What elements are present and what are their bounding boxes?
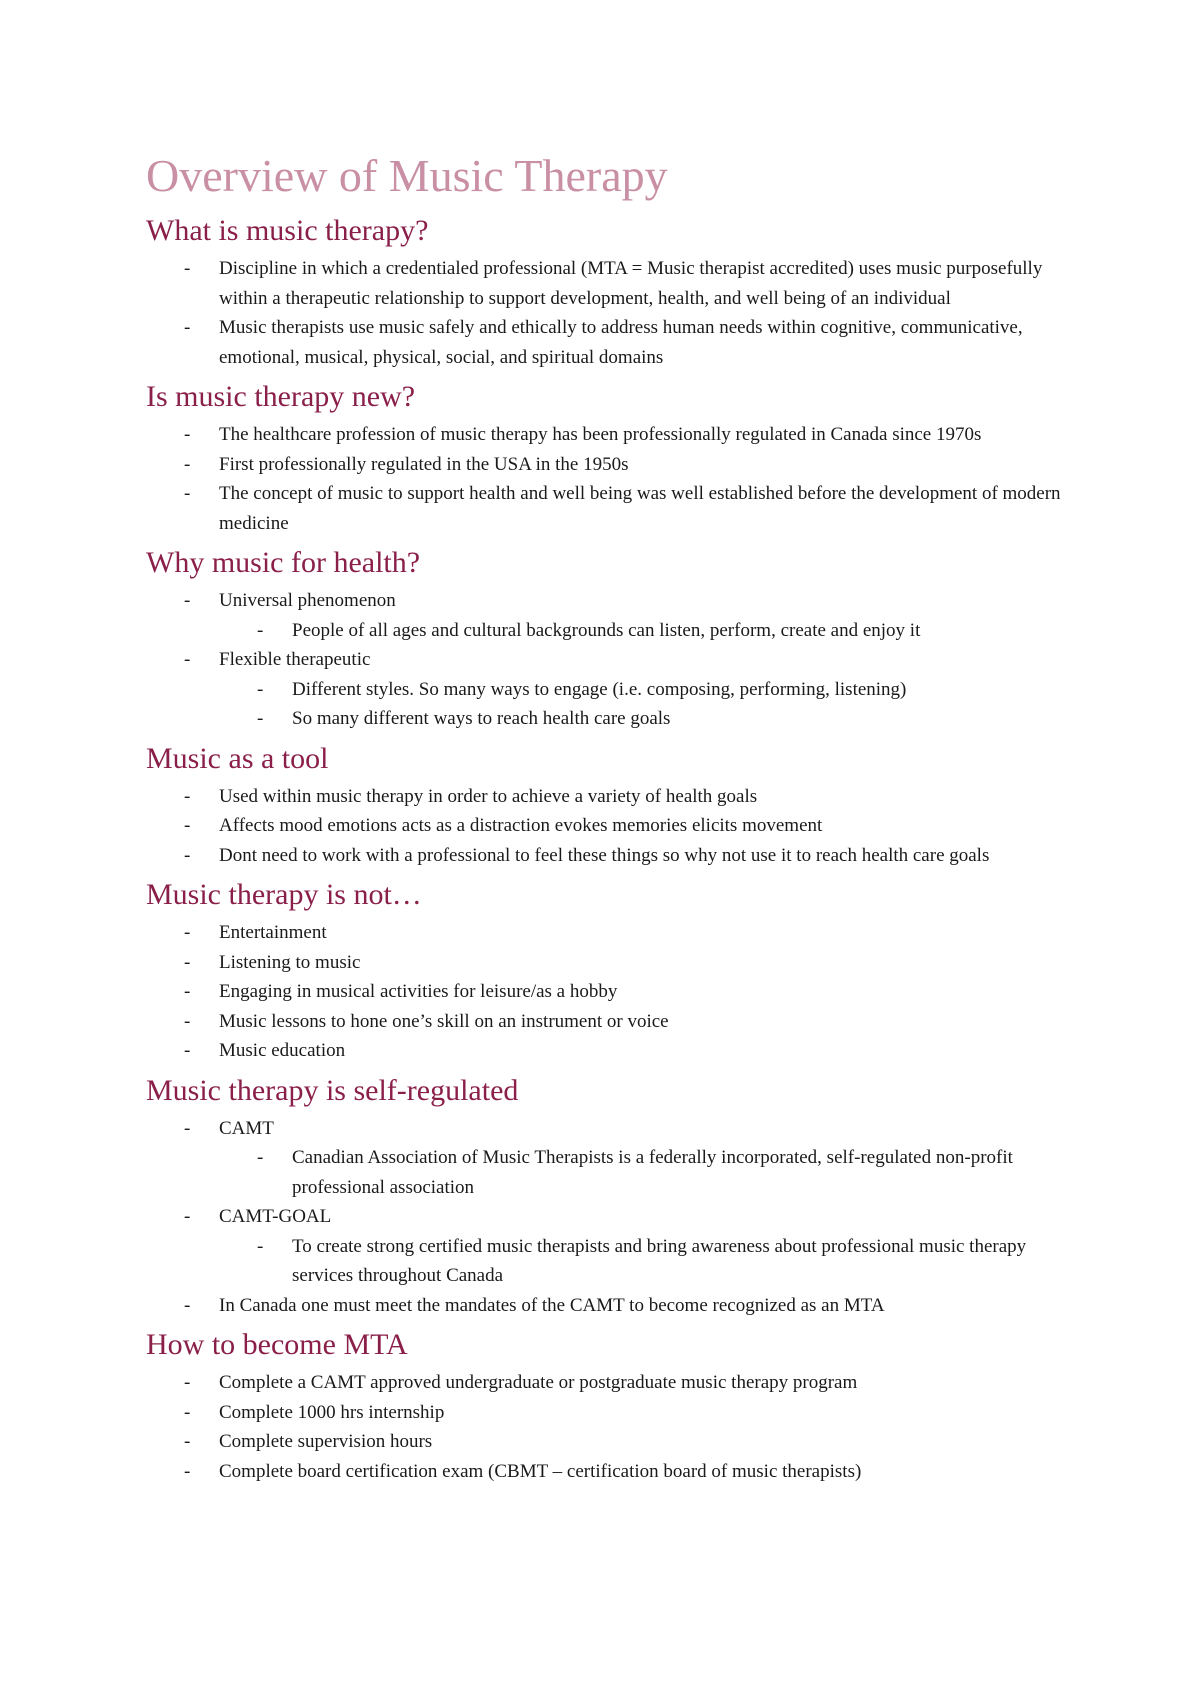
dash-bullet-icon: -: [184, 981, 191, 1002]
list-item: [146, 1007, 1086, 1037]
section-heading: What is music therapy?: [146, 214, 429, 247]
dash-bullet-icon: -: [184, 1460, 191, 1482]
bullet-list: [146, 254, 1086, 372]
list-item: [146, 1114, 1086, 1144]
dash-bullet-icon: -: [184, 844, 191, 866]
list-item: [146, 1398, 1086, 1428]
dash-bullet-icon: -: [184, 1294, 191, 1316]
section: [146, 876, 1086, 1066]
dash-bullet-icon: -: [257, 1147, 264, 1168]
list-item-text: Music education: [219, 1040, 346, 1061]
list-item: [146, 1368, 1086, 1398]
section-heading: Music therapy is self-regulated: [146, 1073, 519, 1107]
list-item-text: CAMT: [219, 1117, 274, 1139]
section: [146, 1326, 1086, 1486]
document-title: Overview of Music Therapy: [146, 150, 668, 201]
dash-bullet-icon: -: [184, 453, 191, 475]
list-item: [146, 1457, 1086, 1487]
bullet-list: [146, 420, 1086, 538]
dash-bullet-icon: -: [184, 1206, 191, 1227]
list-item-text: Listening to music: [219, 951, 361, 973]
section-heading: Music therapy is not…: [146, 878, 422, 911]
list-item-text: First professionally regulated in the USA in the 1950s: [219, 453, 629, 475]
list-item-text: Different styles. So many ways to engage (i.e. composing, performing, listening): [292, 678, 907, 700]
list-item: [146, 586, 1086, 616]
dash-bullet-icon: -: [184, 1401, 191, 1423]
dash-bullet-icon: -: [184, 1117, 191, 1139]
list-item-text: Entertainment: [219, 922, 327, 943]
dash-bullet-icon: -: [257, 619, 264, 641]
list-item-text: Flexible therapeutic: [219, 649, 371, 670]
list-item-text: To create strong certified music therapists and bring awareness about professional music therapy services throughout Canada: [292, 1235, 1027, 1286]
list-item: [146, 782, 1086, 812]
sub-list-item: [146, 616, 1086, 646]
dash-bullet-icon: -: [257, 708, 264, 729]
dash-bullet-icon: -: [184, 1040, 191, 1061]
bullet-list: [146, 782, 1086, 871]
dash-bullet-icon: -: [184, 951, 191, 973]
section: [146, 544, 1086, 734]
list-item: [146, 1291, 1086, 1321]
dash-bullet-icon: -: [184, 785, 191, 807]
section: [146, 212, 1086, 372]
section-heading: Music as a tool: [146, 741, 329, 775]
list-item: [146, 450, 1086, 480]
list-item-text: Dont need to work with a professional to feel these things so why not use it to reach health care goals: [219, 844, 990, 866]
bullet-list: [146, 1114, 1086, 1321]
list-item: [146, 977, 1086, 1007]
list-item: [146, 811, 1086, 841]
list-item-text: Universal phenomenon: [219, 590, 396, 611]
list-item: [146, 420, 1086, 450]
list-item: [146, 645, 1086, 675]
dash-bullet-icon: -: [184, 258, 191, 279]
list-item-text: The concept of music to support health and well being was well established before the development of modern medicine: [219, 483, 1061, 534]
list-item: [146, 254, 1086, 313]
section: [146, 740, 1086, 871]
list-item: [146, 841, 1086, 871]
dash-bullet-icon: -: [184, 1431, 191, 1452]
list-item-text: Discipline in which a credentialed professional (MTA = Music therapist accredited) uses music purposefully within a therapeutic relationship to support development, health, and well being of an individual: [219, 258, 1043, 309]
section: [146, 378, 1086, 538]
bullet-list: [146, 918, 1086, 1066]
section-heading: Why music for health?: [146, 546, 421, 579]
bullet-list: [146, 586, 1086, 734]
list-item: [146, 948, 1086, 978]
list-item-text: Complete 1000 hrs internship: [219, 1401, 445, 1423]
list-item-text: Complete board certification exam (CBMT – certification board of music therapists): [219, 1460, 862, 1482]
list-item: [146, 313, 1086, 372]
dash-bullet-icon: -: [184, 649, 191, 670]
dash-bullet-icon: -: [257, 1235, 264, 1257]
list-item-text: Used within music therapy in order to achieve a variety of health goals: [219, 785, 758, 807]
dash-bullet-icon: -: [184, 590, 191, 611]
list-item-text: Engaging in musical activities for leisure/as a hobby: [219, 981, 618, 1002]
list-item-text: Canadian Association of Music Therapists is a federally incorporated, self-regulated non-profit professional association: [292, 1147, 1013, 1198]
sub-list-item: [146, 704, 1086, 734]
list-item: [146, 1036, 1086, 1066]
list-item: [146, 918, 1086, 948]
list-item-text: Affects mood emotions acts as a distraction evokes memories elicits movement: [219, 815, 823, 836]
list-item-text: Music therapists use music safely and ethically to address human needs within cognitive, communicative, emotional, musical, physical, social, and spiritual domains: [219, 317, 1023, 368]
sub-list-item: [146, 1143, 1086, 1202]
list-item-text: Complete a CAMT approved undergraduate or postgraduate music therapy program: [219, 1372, 858, 1393]
document-page: [146, 148, 1086, 1492]
section-heading: Is music therapy new?: [146, 380, 416, 413]
dash-bullet-icon: -: [184, 483, 191, 504]
dash-bullet-icon: -: [184, 424, 191, 445]
list-item-text: So many different ways to reach health care goals: [292, 708, 671, 729]
dash-bullet-icon: -: [184, 1010, 191, 1032]
dash-bullet-icon: -: [257, 678, 264, 700]
sub-list-item: [146, 675, 1086, 705]
list-item-text: The healthcare profession of music therapy has been professionally regulated in Canada since 1970s: [219, 424, 982, 445]
list-item-text: CAMT-GOAL: [219, 1206, 332, 1227]
list-item: [146, 479, 1086, 538]
dash-bullet-icon: -: [184, 815, 191, 836]
dash-bullet-icon: -: [184, 922, 191, 943]
dash-bullet-icon: -: [184, 317, 191, 338]
list-item-text: In Canada one must meet the mandates of the CAMT to become recognized as an MTA: [219, 1294, 885, 1316]
sub-list-item: [146, 1232, 1086, 1291]
section-heading: How to become MTA: [146, 1328, 408, 1361]
sections-container: [146, 212, 1086, 1486]
list-item: [146, 1427, 1086, 1457]
list-item-text: Music lessons to hone one’s skill on an instrument or voice: [219, 1010, 669, 1032]
section: [146, 1072, 1086, 1321]
bullet-list: [146, 1368, 1086, 1486]
list-item: [146, 1202, 1086, 1232]
dash-bullet-icon: -: [184, 1372, 191, 1393]
list-item-text: Complete supervision hours: [219, 1431, 433, 1452]
list-item-text: People of all ages and cultural backgrounds can listen, perform, create and enjoy it: [292, 619, 921, 641]
